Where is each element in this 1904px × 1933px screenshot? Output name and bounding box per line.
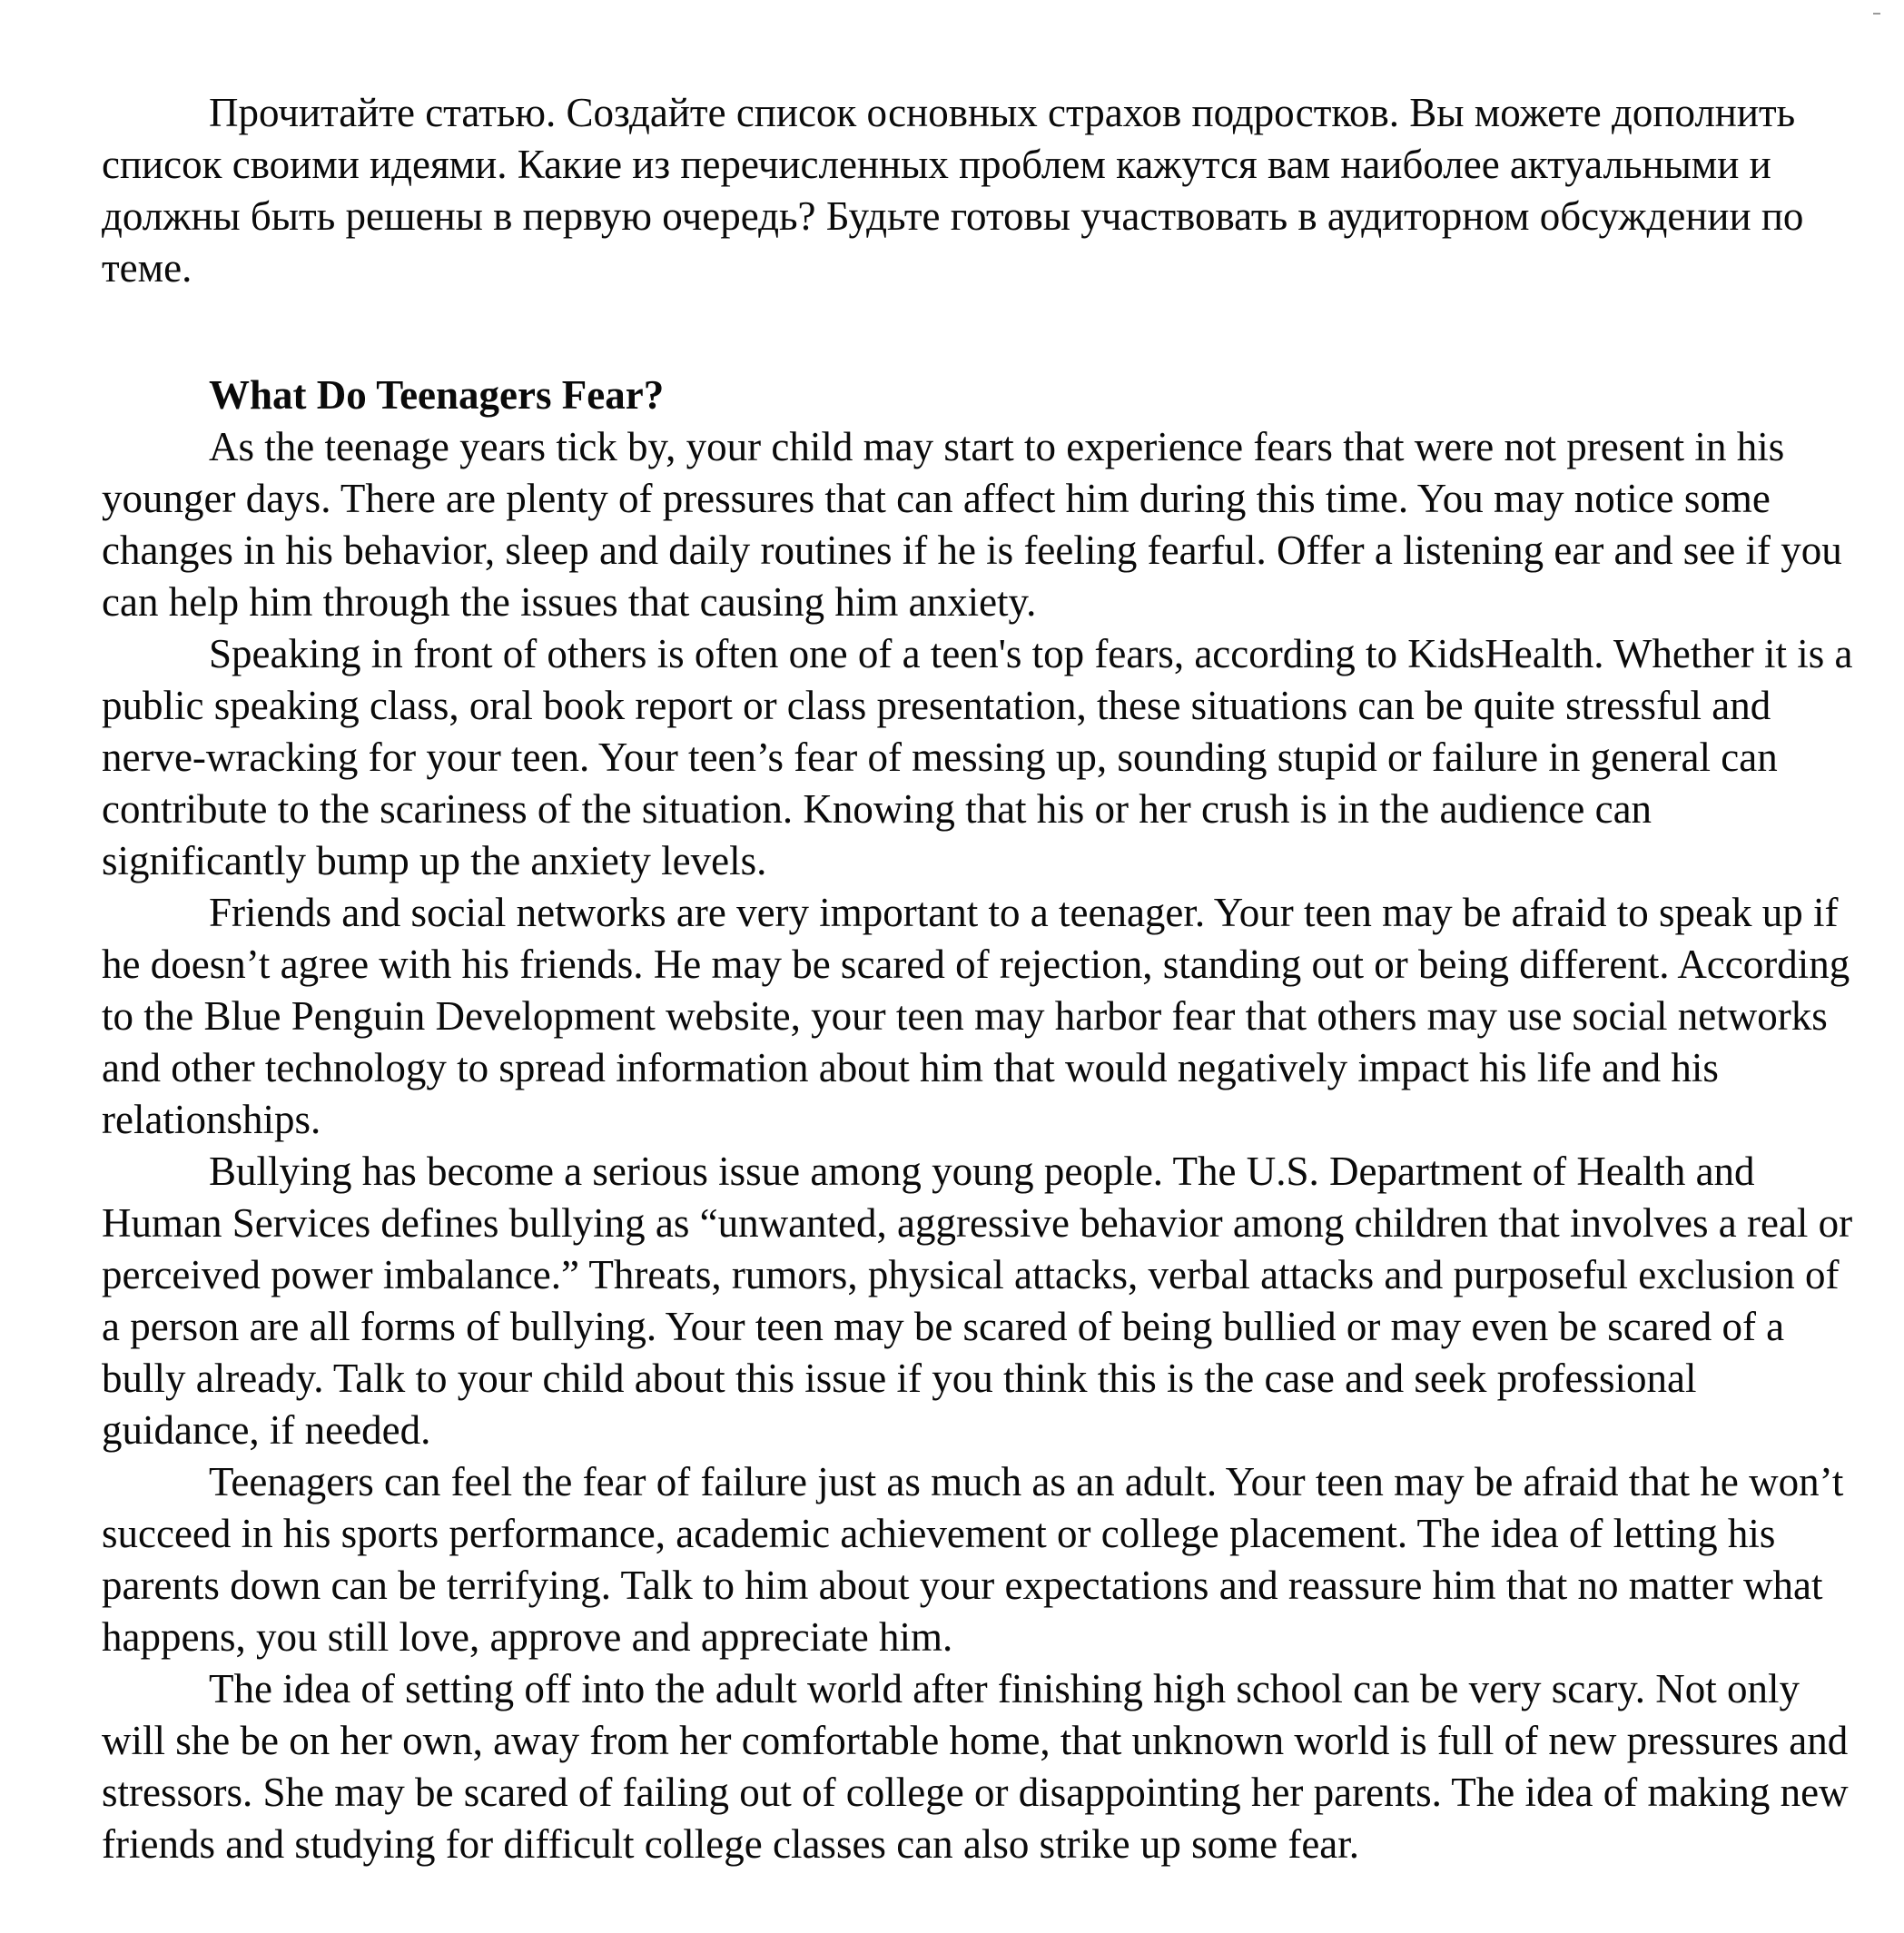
scan-mark <box>1873 13 1880 15</box>
article-paragraph: Friends and social networks are very important to a teenager. Your teen may be afraid to speak up if he doesn’t agree with his friends. He may be scared of rejection, standing out or being different. According to the Blue Penguin Development website, your teen may harbor fear that others may use social networks and other technology to spread information about him that would negatively impact his life and his relationships. <box>102 890 1850 1142</box>
document-page <box>102 87 1854 1870</box>
article-paragraph: Teenagers can feel the fear of failure just as much as an adult. Your teen may be afraid that he won’t succeed in his sports performance, academic achievement or college placement. The idea of letting his parents down can be terrifying. Talk to him about your expectations and reassure him that no matter what happens, you still love, approve and appreciate him. <box>102 1459 1844 1660</box>
article-paragraph: Bullying has become a serious issue among young people. The U.S. Department of Health and Human Services defines bullying as “unwanted, aggressive behavior among children that involves a real or perceived power imbalance.” Threats, rumors, physical attacks, verbal attacks and purposeful exclusion of a person are all forms of bullying. Your teen may be scared of being bullied or may even be scared of a bully already. Talk to your child about this issue if you think this is the case and seek professional guidance, if needed. <box>102 1149 1853 1453</box>
article-body <box>102 421 1854 1870</box>
article-paragraph: As the teenage years tick by, your child may start to experience fears that were not present in his younger days. There are plenty of pressures that can affect him during this time. You may notice some changes in his behavior, sleep and daily routines if he is feeling fearful. Offer a listening ear and see if you can help him through the issues that causing him anxiety. <box>102 424 1842 625</box>
article-paragraph: Speaking in front of others is often one of a teen's top fears, according to KidsHealth. Whether it is a public speaking class, oral book report or class presentation, these situations can be quite stressful and nerve-wracking for your teen. Your teen’s fear of messing up, sounding stupid or failure in general can contribute to the scariness of the situation. Knowing that his or her crush is in the audience can significantly bump up the anxiety levels. <box>102 631 1853 883</box>
article-title: What Do Teenagers Fear? <box>209 372 665 418</box>
article-paragraph: The idea of setting off into the adult world after finishing high school can be very scary. Not only will she be on her own, away from her comfortable home, that unknown world is full of new pressures and stressors. She may be scared of failing out of college or disappointing her parents. The idea of making new friends and studying for difficult college classes can also strike up some fear. <box>102 1666 1849 1867</box>
task-instructions: Прочитайте статью. Создайте список основных страхов подростков. Вы можете дополнить список своими идеями. Какие из перечисленных проблем кажутся вам наиболее актуальными и должны быть решены в первую очередь? Будьте готовы участвовать в аудиторном обсуждении по теме. <box>102 90 1804 291</box>
